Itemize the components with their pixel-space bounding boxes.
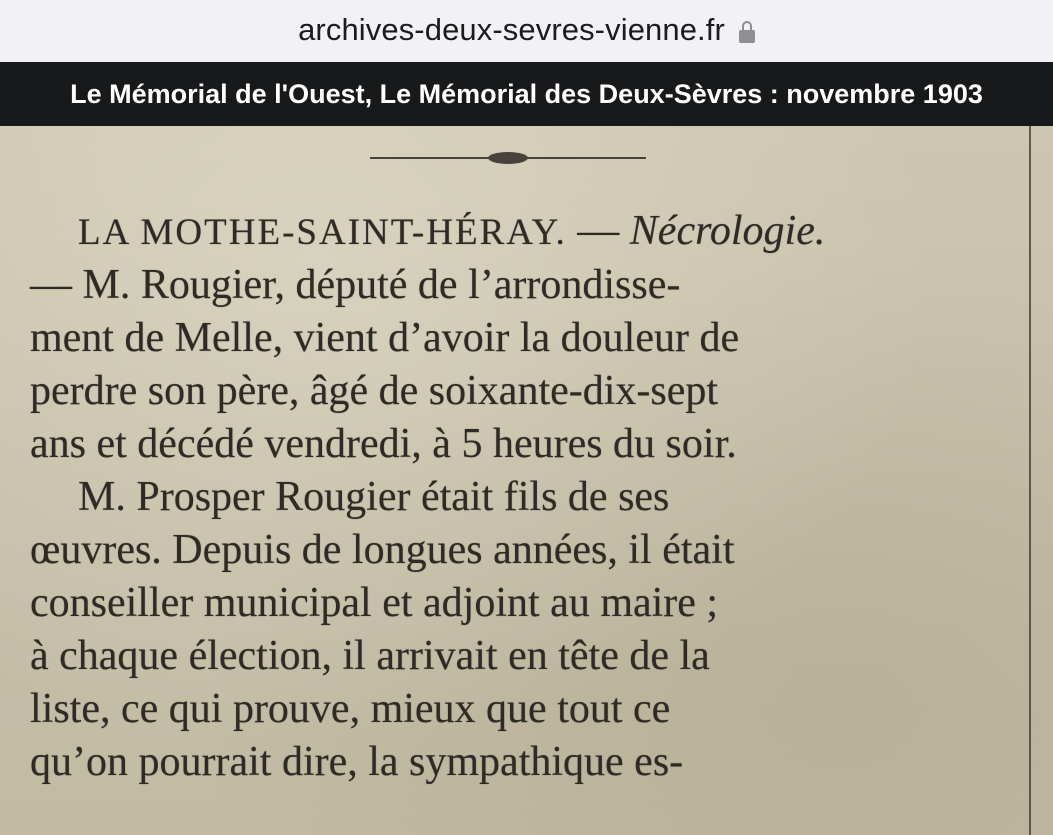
article-line: conseiller municipal et adjoint au maire ; [30,580,719,626]
article-line: — M. Rougier, député de l’arrondisse- [30,262,681,308]
article-line: ans et décédé vendredi, à 5 heures du soir. [30,421,737,467]
article-line: liste, ce qui prouve, mieux que tout ce [30,686,671,732]
article-line: M. Prosper Rougier était fils de ses [78,474,670,520]
address-bar[interactable] [0,0,1053,62]
article-line: qu’on pourrait dire, la sympathique es- [30,739,684,785]
lock-icon [739,21,755,43]
heading-section: Nécrologie. [629,208,826,254]
heading-place: LA MOTHE-SAINT-HÉRAY. [78,212,567,253]
url-text[interactable]: archives-deux-sevres-vienne.fr [298,12,725,47]
column-rule [1029,126,1031,835]
document-title: Le Mémorial de l'Ouest, Le Mémorial des Deux-Sèvres : novembre 1903 [70,78,983,109]
document-title-bar [0,62,1053,126]
article-heading [78,206,1006,258]
newspaper-scan [0,126,1053,835]
article-line: œuvres. Depuis de longues années, il était [30,527,735,573]
ornament-divider [370,150,646,166]
article-line: ment de Melle, vient d’avoir la douleur de [30,315,740,361]
article-line: perdre son père, âgé de soixante-dix-sept [30,368,719,414]
article-line: à chaque élection, il arrivait en tête de la [30,633,710,679]
heading-dash: — [577,208,620,254]
